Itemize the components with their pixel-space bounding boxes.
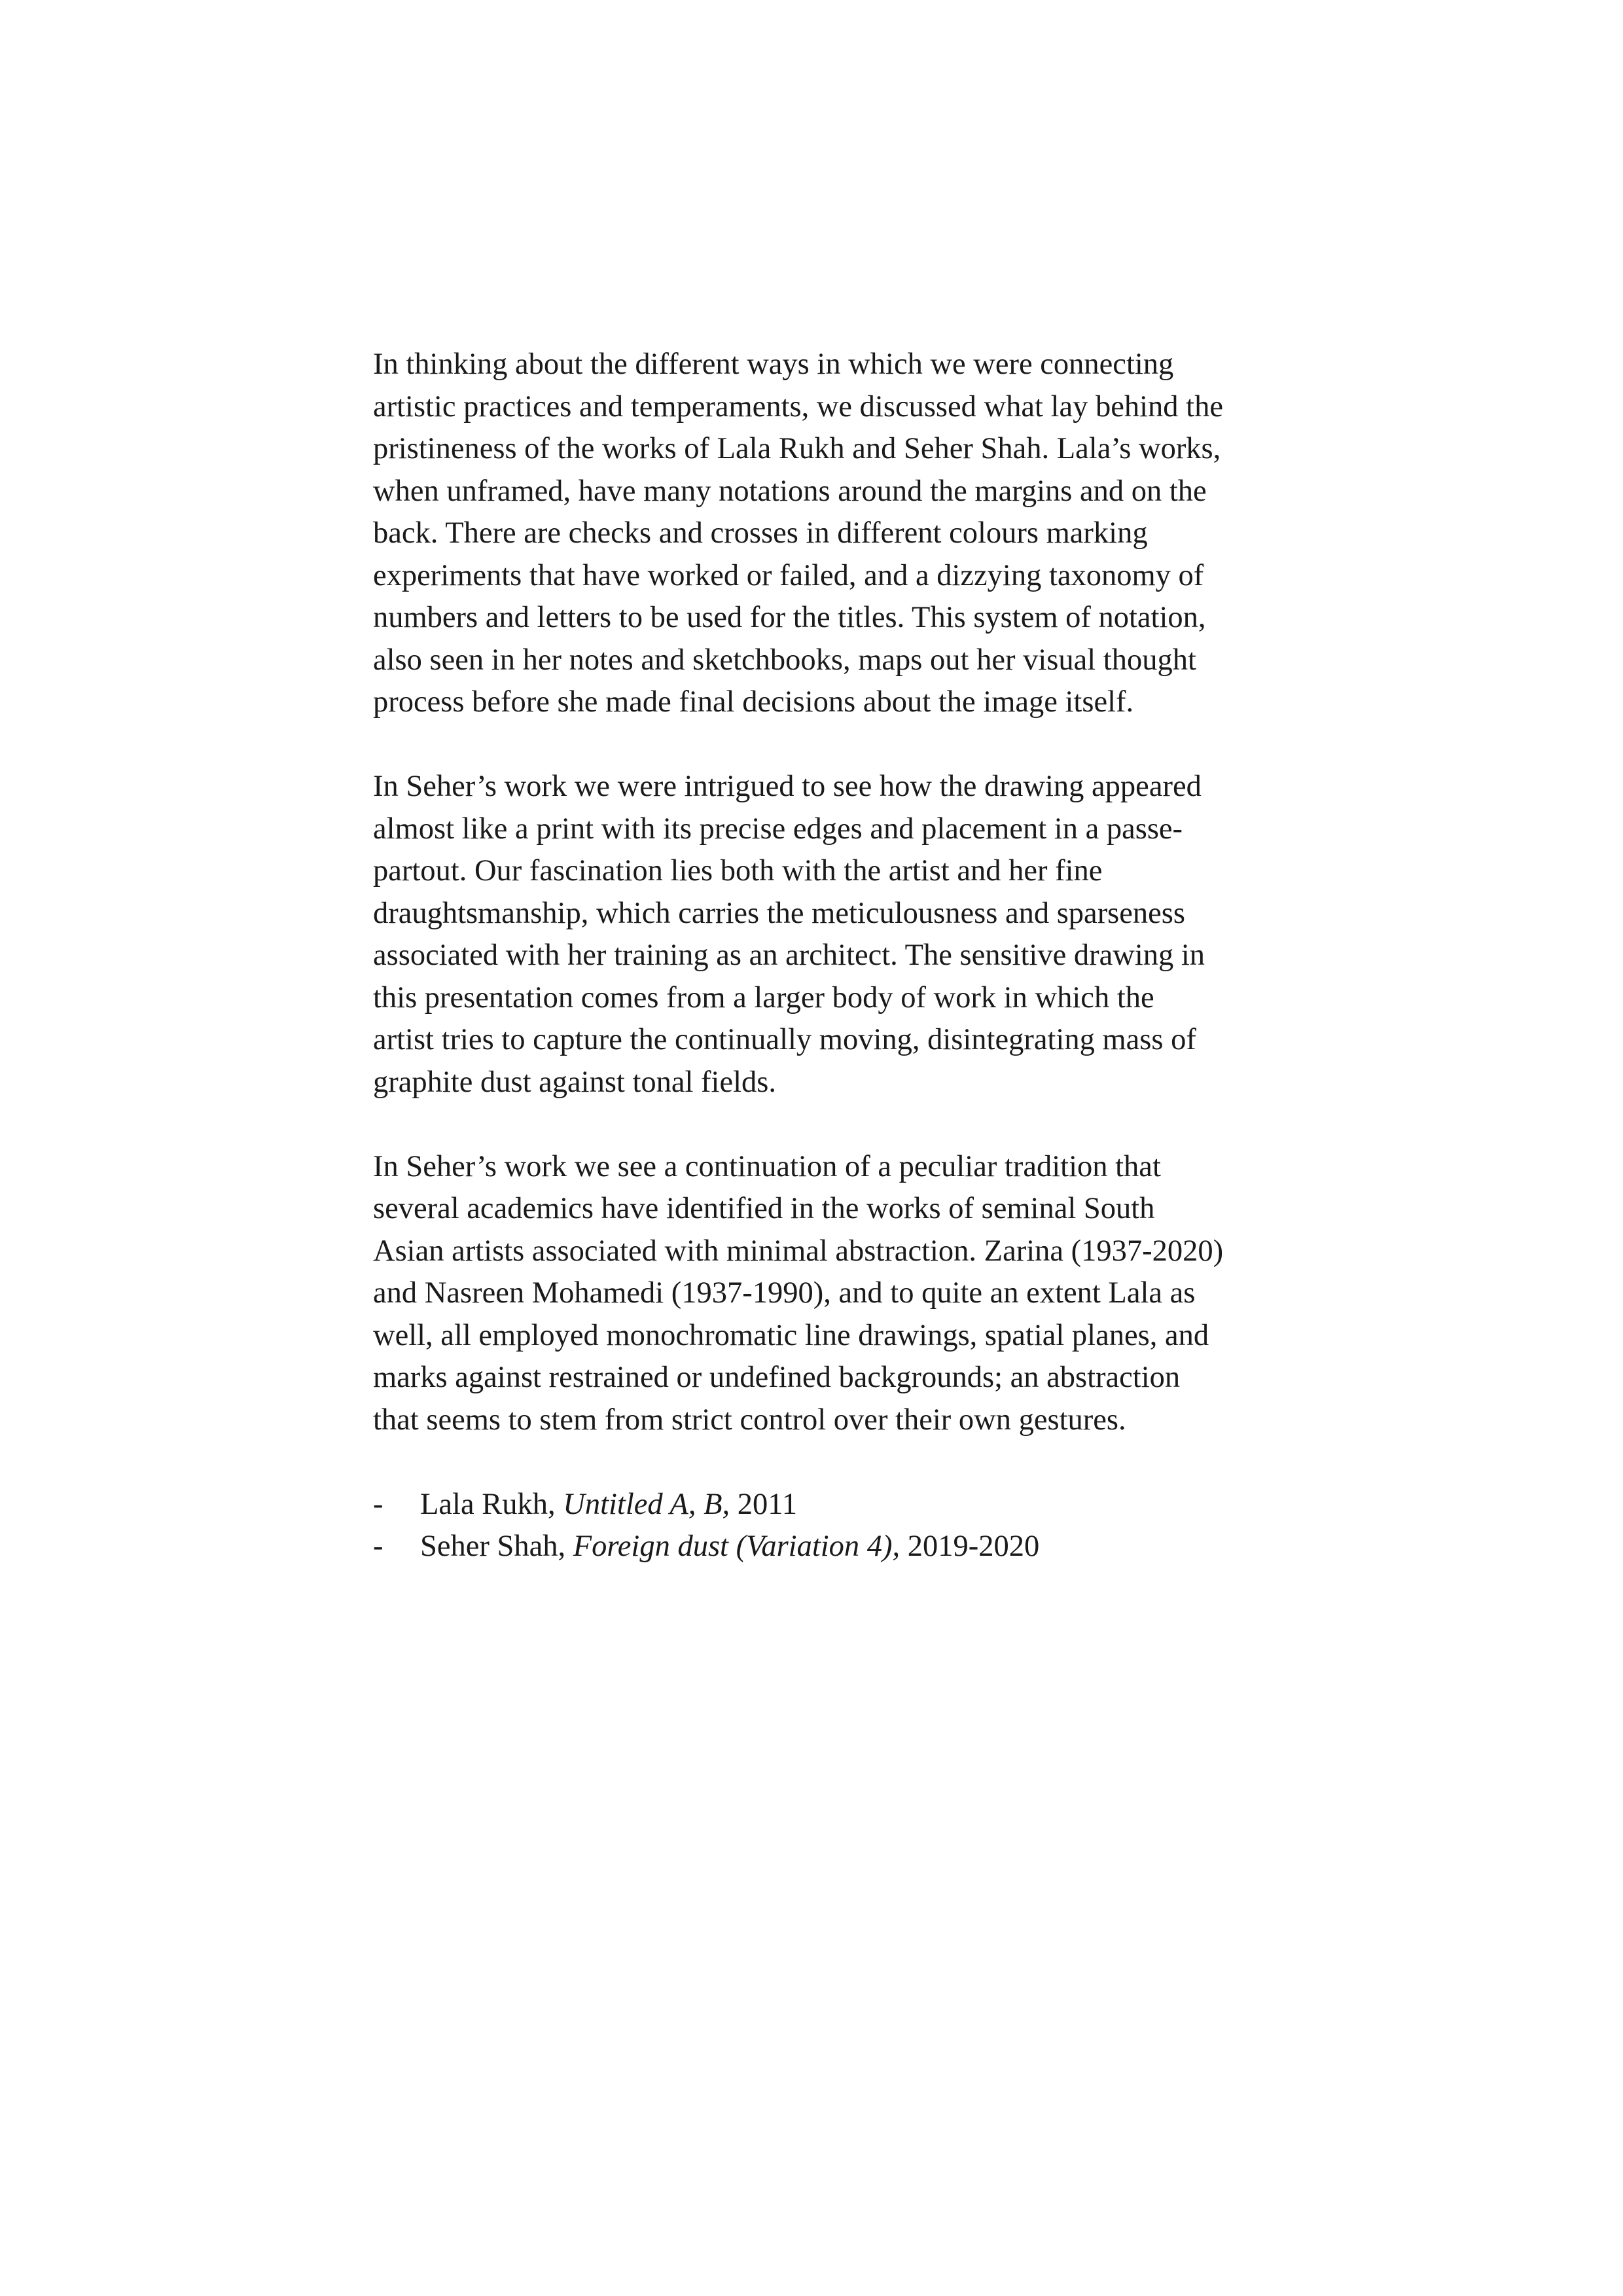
text-line: graphite dust against tonal fields.: [373, 1065, 776, 1099]
text-line: partout. Our fascination lies both with the artist and her fine: [373, 854, 1103, 888]
text-line: artistic practices and temperaments, we discussed what lay behind the: [373, 389, 1223, 423]
credit-text: [420, 1526, 1039, 1568]
credit-title: Foreign dust (Variation 4),: [573, 1530, 901, 1563]
credit-artist: Lala Rukh,: [420, 1487, 563, 1521]
paragraph-1: [373, 344, 1276, 724]
paragraph-3: [373, 1146, 1276, 1442]
credit-year: 2011: [730, 1487, 798, 1521]
text-line: and Nasreen Mohamedi (1937-1990), and to quite an extent Lala as: [373, 1276, 1196, 1310]
text-line: draughtsmanship, which carries the meticulousness and sparseness: [373, 896, 1185, 930]
text-block: [373, 344, 1276, 1568]
text-line: almost like a print with its precise edges and placement in a passe-: [373, 812, 1183, 846]
artwork-credits-list: [373, 1484, 1276, 1568]
text-line: artist tries to capture the continually moving, disintegrating mass of: [373, 1023, 1196, 1056]
text-line: when unframed, have many notations around the margins and on the: [373, 474, 1207, 508]
text-line: this presentation comes from a larger body of work in which the: [373, 980, 1154, 1014]
text-line: process before she made final decisions about the image itself.: [373, 685, 1134, 719]
list-bullet: -: [373, 1530, 383, 1563]
text-line: In thinking about the different ways in which we were connecting: [373, 348, 1174, 381]
text-line: well, all employed monochromatic line drawings, spatial planes, and: [373, 1318, 1209, 1352]
text-line: several academics have identified in the works of seminal South: [373, 1192, 1155, 1225]
credit-title: Untitled A, B,: [563, 1487, 730, 1521]
text-line: also seen in her notes and sketchbooks, maps out her visual thought: [373, 643, 1196, 677]
text-line: pristineness of the works of Lala Rukh and Seher Shah. Lala’s works,: [373, 432, 1221, 465]
text-line: that seems to stem from strict control over their own gestures.: [373, 1403, 1126, 1437]
credit-text: [420, 1484, 797, 1526]
text-line: associated with her training as an architect. The sensitive drawing in: [373, 939, 1205, 972]
text-line: In Seher’s work we see a continuation of a peculiar tradition that: [373, 1149, 1161, 1183]
paragraph-2: [373, 766, 1276, 1103]
text-line: Asian artists associated with minimal abstraction. Zarina (1937-2020): [373, 1234, 1224, 1268]
text-line: numbers and letters to be used for the titles. This system of notation,: [373, 601, 1206, 634]
list-item: [373, 1484, 1276, 1526]
list-item: [373, 1526, 1276, 1568]
list-bullet: -: [373, 1487, 383, 1521]
credit-year: 2019-2020: [900, 1530, 1040, 1563]
text-line: back. There are checks and crosses in different colours marking: [373, 516, 1148, 550]
text-line: experiments that have worked or failed, and a dizzying taxonomy of: [373, 558, 1204, 592]
text-line: marks against restrained or undefined backgrounds; an abstraction: [373, 1361, 1181, 1394]
text-line: In Seher’s work we were intrigued to see how the drawing appeared: [373, 770, 1202, 803]
credit-artist: Seher Shah,: [420, 1530, 573, 1563]
